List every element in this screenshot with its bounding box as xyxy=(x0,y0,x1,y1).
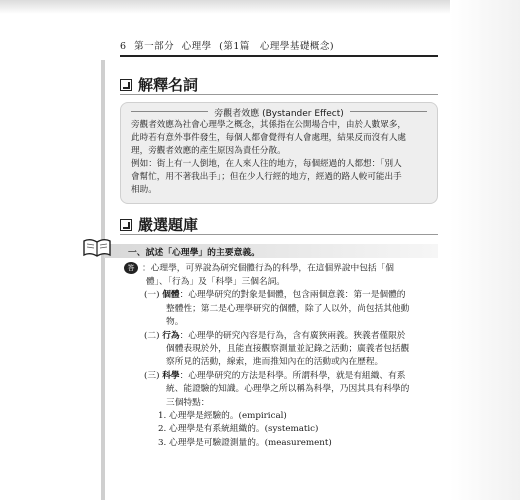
running-header xyxy=(120,38,338,52)
point-line: ：心理學研究的對象是個體，包含兩個意義：第一是個體的 xyxy=(179,290,406,301)
feature-item: 3. 心理學是可驗證測量的。(measurement) xyxy=(158,437,332,448)
answer-point xyxy=(144,370,440,410)
part-label: 第一部分 xyxy=(134,41,175,52)
point-term: 行為 xyxy=(162,330,180,341)
term-text: 旁觀者效應 (Bystander Effect) xyxy=(208,109,350,119)
point-label: (三) xyxy=(144,370,160,381)
definition-box xyxy=(120,102,438,204)
point-line: 三個特點： xyxy=(166,397,210,408)
top-shadow xyxy=(0,0,520,14)
open-book-icon xyxy=(82,236,112,258)
definition-line: 例如：街上有一人倒地，在人來人往的地方，每個經過的人都想：「別人 xyxy=(131,159,402,169)
point-line: 整體性；第二是心理學研究的個體，除了人以外，尚包括其他動 xyxy=(166,303,410,314)
section-title: 嚴選題庫 xyxy=(138,216,199,234)
margin-rule xyxy=(101,60,105,500)
point-line: 個體表現於外，且能直接觀察測量並記錄之活動；廣義者包括觀 xyxy=(166,343,410,354)
page-edge-shadow xyxy=(450,0,520,500)
definition-body xyxy=(131,119,427,197)
subject-label: 心理學 xyxy=(181,41,212,52)
answer-point xyxy=(144,330,440,370)
point-label: (一) xyxy=(144,290,160,301)
definition-term xyxy=(121,106,437,119)
definition-line: 相助。 xyxy=(131,185,157,195)
definition-line: 理，旁觀者效應的產生原因為責任分散。 xyxy=(131,146,286,156)
answer-intro xyxy=(124,262,440,276)
point-term: 個體 xyxy=(162,290,180,301)
header-rule xyxy=(120,55,438,57)
answer-badge: 答 xyxy=(124,262,138,274)
definition-line: 會幫忙，用不著我出手」；但在少人行經的地方，經過的路人較可能出手 xyxy=(131,172,402,182)
point-label: (二) xyxy=(144,330,160,341)
definition-line: 此時若有意外事件發生，每個人都會覺得有人會處理，結果反而沒有人處 xyxy=(131,133,407,143)
point-line: ：心理學研究的方法是科學。所謂科學，就是有組織、有系 xyxy=(179,370,406,381)
point-term: 科學 xyxy=(162,370,180,381)
feature-item: 1. 心理學是經驗的。(empirical) xyxy=(158,410,287,421)
arrow-box-icon xyxy=(120,219,132,231)
feature-item: 2. 心理學是有系統組織的。(systematic) xyxy=(158,424,319,435)
page-number: 6 xyxy=(120,41,127,52)
section-title: 解釋名詞 xyxy=(138,76,199,94)
section-rule xyxy=(120,234,438,235)
point-line: ：心理學的研究內容是行為，含有廣狹兩義。狹義者僅限於 xyxy=(179,330,406,341)
point-line: 統、能證驗的知識。心理學之所以稱為科學，乃因其具有科學的 xyxy=(166,384,410,395)
point-line: 物。 xyxy=(166,317,184,328)
definition-line: 旁觀者效應為社會心理學之概念，其係指在公開場合中，由於人數眾多， xyxy=(131,120,407,130)
point-line: 察所見的活動，線索，進而推知內在的活動或內在歷程。 xyxy=(166,357,384,368)
answer-line: 體」、「行為」及「科學」三個名詞。 xyxy=(146,276,285,287)
question-text: 一、試述「心理學」的主要意義。 xyxy=(128,248,260,258)
section-heading-question-bank xyxy=(120,214,198,235)
section-rule xyxy=(120,94,438,95)
arrow-box-icon xyxy=(120,79,132,91)
answer-point xyxy=(144,289,440,329)
answer-block xyxy=(124,262,440,450)
section-heading-definitions xyxy=(120,74,198,95)
chapter-label: (第1篇 心理學基礎概念) xyxy=(219,41,335,52)
answer-line: ：心理學，可界說為研究個體行為的科學，在這個界說中包括「個 xyxy=(142,263,394,274)
